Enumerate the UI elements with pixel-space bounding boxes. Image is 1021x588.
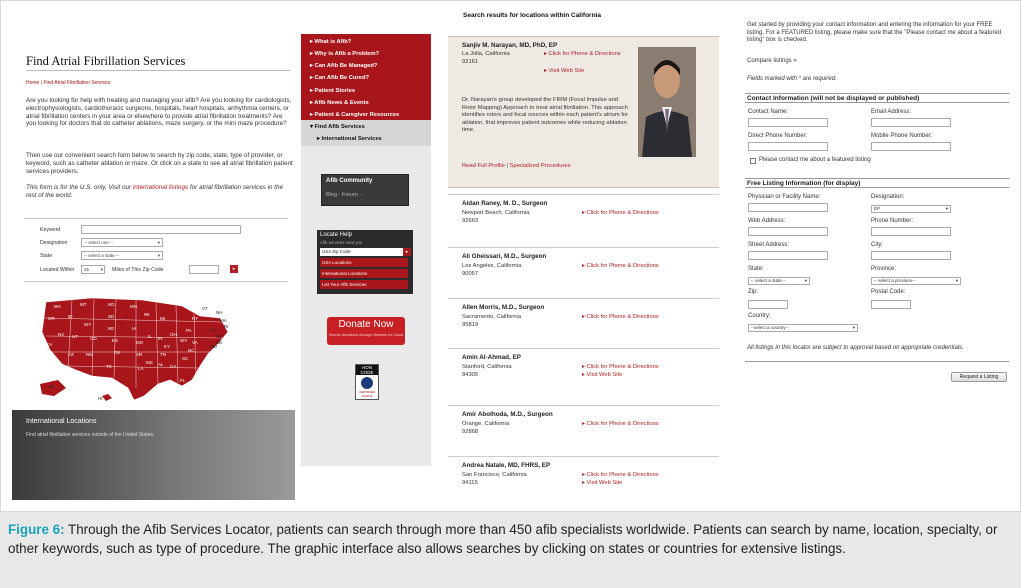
international-locations-link[interactable]: International Locations <box>320 269 408 278</box>
map-state-label[interactable]: WI <box>144 312 150 317</box>
result-zip: 94115 <box>462 480 478 486</box>
city-label: City: <box>871 242 883 248</box>
map-state-label[interactable]: CT <box>210 328 216 333</box>
zip-input[interactable] <box>748 300 788 309</box>
hon-bottom: CERTIFIED 01/2011 <box>359 390 375 398</box>
map-state-label[interactable]: WY <box>84 322 92 327</box>
result-divider <box>448 456 719 457</box>
map-state-label[interactable]: AL <box>158 362 164 367</box>
map-state-label[interactable]: OK <box>114 350 121 355</box>
map-state-label[interactable]: NC <box>188 348 195 353</box>
nav-item-resources[interactable]: ▸ Patient & Caregiver Resources <box>310 112 400 118</box>
map-state-label[interactable]: TN <box>160 352 166 357</box>
map-state-label[interactable]: MI <box>160 316 165 321</box>
email-input[interactable] <box>871 118 951 127</box>
contact-name-input[interactable] <box>748 118 828 127</box>
required-note: Fields marked with * are required. <box>747 76 837 82</box>
designation-label: Designation: <box>871 194 905 200</box>
result-zip: 94305 <box>462 372 479 378</box>
free-listing-header: Free Listing Information (for display) <box>745 178 1009 188</box>
nav-item-why-problem[interactable]: ▸ Why is Afib a Problem? <box>310 51 380 57</box>
direct-phone-input[interactable] <box>748 142 828 151</box>
map-state-label[interactable]: FL <box>180 378 186 383</box>
result-divider <box>448 298 719 299</box>
result-directions-link[interactable]: ▸ Click for Phone & Directions <box>582 314 659 320</box>
web-input[interactable] <box>748 227 828 236</box>
result-city: Newport Beach, California <box>462 210 530 216</box>
international-subtitle: Find atrial fibrillation services outside of the United States. <box>26 432 155 438</box>
read-profile-link[interactable]: Read Full Profile <box>462 163 505 169</box>
featured-links: Read Full Profile | Specialized Procedures <box>462 163 571 169</box>
main-nav <box>301 34 431 120</box>
map-state-label[interactable]: TX <box>106 364 112 369</box>
result-website-link[interactable]: ▸ Visit Web Site <box>582 372 623 378</box>
result-name[interactable]: Allen Morris, M.D., Surgeon <box>462 304 545 311</box>
country-select[interactable]: --select a country-- ▾ <box>748 324 858 332</box>
result-zip: 95819 <box>462 322 479 328</box>
map-state-label[interactable]: IL <box>148 334 152 339</box>
map-state-label[interactable]: HI <box>98 396 103 401</box>
map-state-label[interactable]: AZ <box>68 352 74 357</box>
featured-description: Dr. Narayan's group developed the FIRM (Focal Impulse and Rotor Mapping) Approach to treat atrial fibrillation. This approach identifies rotors and focal sources within each patient's atrium for ablation, that improves patient outcomes while reducing ablation time. <box>462 97 629 134</box>
approval-note: All listings in this locator are subject to approval based on appropriate credentials. <box>747 345 964 351</box>
map-state-label[interactable]: IA <box>132 326 137 331</box>
email-label: Email Address: <box>871 109 912 115</box>
map-state-label[interactable]: NE <box>108 326 115 331</box>
map-state-label[interactable]: NV <box>58 332 65 337</box>
hawaii-shape[interactable] <box>102 394 112 401</box>
featured-city: La Jolla, California <box>462 51 510 57</box>
result-name[interactable]: Ali Gheissari, M.D., Surgeon <box>462 253 547 260</box>
map-state-label[interactable]: OH <box>170 332 177 337</box>
featured-result <box>448 36 719 188</box>
locate-title: Locate Help <box>320 232 353 238</box>
map-state-label[interactable]: LA <box>138 366 144 371</box>
us-state-map[interactable] <box>32 288 242 408</box>
keyword-input[interactable] <box>81 225 241 234</box>
nav-item-international[interactable]: ▸ International Services <box>317 136 382 142</box>
map-state-label[interactable]: OR <box>48 316 55 321</box>
result-name[interactable]: Amin Al-Ahmad, EP <box>462 354 521 361</box>
us-only-note: This form is for the U.S. only. Visit our international listings for atrial fibrillation services in the rest of the world. <box>26 184 284 199</box>
instructions-text: Then use our convenient search form below to search by zip code, state, type of provider, or keyword, such as catheter ablation or maze. Or click on a state to see all atrial fibrillation patient services providers. <box>26 152 293 175</box>
caption-text: Through the Afib Services Locator, patients can search through more than 450 afib specialists worldwide. Patients can search by name, location, specialty, or other keywords, such as type of procedure. The graphic interface also allows searches by clicking on states or countries for extensive listings. <box>8 522 998 556</box>
result-name[interactable]: Andrea Natale, MD, FHRS, EP <box>462 462 551 469</box>
map-state-label[interactable]: WV <box>180 338 188 343</box>
nav-item-patient-stories[interactable]: ▸ Patient Stories <box>310 88 356 94</box>
designation-select[interactable]: EP ▾ <box>871 205 951 213</box>
map-state-label[interactable]: MA <box>220 318 227 323</box>
map-state-label[interactable]: KS <box>112 338 119 343</box>
page-title: Find Atrial Fibrillation Services <box>26 54 186 68</box>
request-listing-button[interactable]: Request a Listing <box>951 372 1007 382</box>
hon-top: HON CODE <box>356 365 378 375</box>
keyword-label: Keyword <box>40 227 61 233</box>
province-label: Province: <box>871 266 897 272</box>
postal-label: Postal Code: <box>871 289 906 295</box>
map-state-label[interactable]: ME <box>226 300 233 305</box>
locate-help-box <box>317 230 413 294</box>
map-state-label[interactable]: MN <box>130 304 137 309</box>
map-state-label[interactable]: PA <box>186 328 192 333</box>
form-bottom-divider <box>745 361 1009 362</box>
direct-phone-label: Direct Phone Number: <box>748 133 808 139</box>
featured-checkbox-label: Please contact me about a featured listing <box>759 157 871 163</box>
featured-directions-link[interactable]: ▸ Click for Phone & Directions <box>544 51 621 57</box>
result-directions-link[interactable]: ▸ Click for Phone & Directions <box>582 210 659 216</box>
nav-item-news[interactable]: ▸ Afib News & Events <box>310 100 369 106</box>
state-select[interactable]: -- select a state -- ▾ <box>81 251 163 260</box>
breadcrumb-current[interactable]: Find Atrial Fibrillation Services <box>43 80 111 86</box>
featured-website-link[interactable]: ▸ Visit Web Site <box>544 68 585 74</box>
postal-input[interactable] <box>871 300 911 309</box>
featured-name[interactable]: Sanjiv M. Narayan, MD, PhD, EP <box>462 42 558 49</box>
search-go-button[interactable]: ▸ <box>230 265 238 273</box>
result-divider <box>448 247 719 248</box>
featured-checkbox[interactable] <box>750 158 756 164</box>
result-directions-link[interactable]: ▸ Click for Phone & Directions <box>582 364 659 370</box>
result-divider <box>448 405 719 406</box>
community-title: Afib Community <box>326 178 373 184</box>
figure-caption <box>0 512 1021 588</box>
province-select[interactable]: -- select a province-- ▾ <box>871 277 961 285</box>
physician-label: Physician or Facility Name: <box>748 194 821 200</box>
result-directions-link[interactable]: ▸ Click for Phone & Directions <box>582 421 659 427</box>
nav-item-cured[interactable]: ▸ Can Afib Be Cured? <box>310 75 370 81</box>
map-state-label[interactable]: SC <box>182 356 189 361</box>
featured-zip: 92161 <box>462 59 479 65</box>
web-label: Web Address: <box>748 218 786 224</box>
map-state-label[interactable]: GA <box>170 364 177 369</box>
street-label: Street Address: <box>748 242 790 248</box>
compare-listings-link[interactable]: Compare listings » <box>747 58 797 64</box>
result-name[interactable]: Aidan Raney, M. D., Surgeon <box>462 200 548 207</box>
map-state-label[interactable]: SD <box>108 314 115 319</box>
map-state-label[interactable]: UT <box>72 334 78 339</box>
intro-text: Are you looking for help with treating and managing your afib? Are you looking for cardiologists, electrophysiologists, cardiothoracic surgeons, hospitals, heart hospitals, arrhythmia centers, or atrial fibrillation centers in your area or elsewhere to provide atrial fibrillation treatments? Are you looking for doctors that do catheter ablations, maze surgery, or the mini maze procedure? <box>26 97 292 128</box>
phone-input[interactable] <box>871 227 951 236</box>
map-state-label[interactable]: DE <box>216 340 223 345</box>
nav-item-managed[interactable]: ▸ Can Afib Be Managed? <box>310 63 378 69</box>
doctor-photo <box>638 47 696 157</box>
map-state-label[interactable]: MD <box>210 344 217 349</box>
result-divider <box>448 348 719 349</box>
map-state-label[interactable]: AR <box>136 352 143 357</box>
listing-request-panel <box>745 18 1009 388</box>
result-city: Orange, California <box>462 421 510 427</box>
map-state-label[interactable]: MO <box>136 340 144 345</box>
active-nav-section <box>301 120 431 146</box>
state-select[interactable]: -- select a state -- ▾ <box>748 277 810 285</box>
result-city: Stanford, California <box>462 364 512 370</box>
designation-select[interactable]: -- select one -- ▾ <box>81 238 163 247</box>
state-label: State: <box>748 266 764 272</box>
map-state-label[interactable]: RI <box>224 324 229 329</box>
state-label: State <box>40 253 53 259</box>
result-city: Sacramento, California <box>462 314 521 320</box>
listing-intro: Get started by providing your contact information and entering the information for your FREE listing. For a FEATURED listing, please make sure that the "Please contact me about a featured listing" box is checked. <box>747 22 1002 43</box>
map-state-label[interactable]: VT <box>202 306 208 311</box>
breadcrumb-home[interactable]: Home <box>26 80 40 86</box>
nav-item-find-services[interactable]: ▾ Find Afib Services <box>310 124 365 130</box>
results-header: Search results for locations within California <box>463 12 601 19</box>
street-input[interactable] <box>748 251 828 260</box>
result-name[interactable]: Amir Abolhoda, M.D., Surgeon <box>462 411 553 418</box>
international-listings-link[interactable]: international listings <box>132 184 189 191</box>
map-state-label[interactable]: CO <box>90 336 97 341</box>
donate-button[interactable] <box>327 317 405 345</box>
map-state-label[interactable]: CA <box>46 342 53 347</box>
international-locations-banner[interactable] <box>12 410 295 500</box>
list-services-link[interactable]: List Your Afib Services <box>320 280 408 289</box>
afib-community-box[interactable] <box>321 174 409 206</box>
result-zip: 92663 <box>462 218 479 224</box>
country-label: Country: <box>748 313 771 319</box>
result-directions-link[interactable]: ▸ Click for Phone & Directions <box>582 263 659 269</box>
result-directions-link[interactable]: ▸ Click for Phone & Directions <box>582 472 659 478</box>
breadcrumb <box>26 80 110 86</box>
hon-code-badge[interactable] <box>355 364 379 400</box>
zip-input[interactable] <box>189 265 219 274</box>
designation-label: Designation <box>40 240 68 246</box>
located-within-label: Located Within <box>40 267 75 273</box>
distance-select[interactable]: 25 ▾ <box>81 265 105 274</box>
result-city: Los Angeles, California <box>462 263 522 269</box>
map-state-label[interactable]: MS <box>146 360 153 365</box>
phone-label: Phone Number: <box>871 218 914 224</box>
donate-sub: Secure donations through Network for Good <box>328 333 404 337</box>
map-state-label[interactable]: ND <box>108 302 115 307</box>
international-title: International Locations <box>26 418 97 425</box>
usa-locations-link[interactable]: USA Locations <box>320 258 408 267</box>
contact-name-label: Contact Name: <box>748 109 789 115</box>
search-form <box>24 218 288 282</box>
find-services-panel <box>12 38 295 500</box>
result-website-link[interactable]: ▸ Visit Web Site <box>582 480 623 486</box>
miles-label: Miles of This Zip Code <box>112 267 164 273</box>
mobile-phone-input[interactable] <box>871 142 951 151</box>
map-state-label[interactable]: NY <box>192 316 199 321</box>
map-state-label[interactable]: VA <box>192 340 198 345</box>
map-state-label[interactable]: AK <box>48 384 55 389</box>
nav-item-what-is-afib[interactable]: ▸ What is Afib? <box>310 39 352 45</box>
result-zip: 90057 <box>462 271 479 277</box>
map-state-label[interactable]: ID <box>68 314 73 319</box>
map-state-label[interactable]: NM <box>86 352 93 357</box>
zip-label: Zip: <box>748 289 759 295</box>
map-state-label[interactable]: NH <box>216 310 223 315</box>
map-state-label[interactable]: NJ <box>216 334 222 339</box>
hon-logo-icon <box>361 377 373 389</box>
city-input[interactable] <box>871 251 951 260</box>
result-city: San Francisco, California <box>462 472 527 478</box>
breadcrumb-sep: | <box>40 80 43 86</box>
map-state-label[interactable]: IN <box>158 336 163 341</box>
community-links[interactable]: Blog · Forum · <box>326 192 362 198</box>
map-state-label[interactable]: KY <box>164 344 171 349</box>
donate-label: Donate Now <box>338 319 394 330</box>
result-divider <box>448 194 719 195</box>
result-zip: 92868 <box>462 429 479 435</box>
physician-input[interactable] <box>748 203 828 212</box>
locate-go-button[interactable]: ▸ <box>403 248 411 256</box>
map-state-label[interactable]: WA <box>54 304 62 309</box>
specialized-procedures-link[interactable]: Specialized Procedures <box>509 163 571 169</box>
map-state-label[interactable]: MT <box>80 302 87 307</box>
sidebar-panel <box>301 34 431 466</box>
search-results-panel <box>448 8 719 504</box>
title-divider <box>26 70 290 71</box>
mobile-phone-label: Mobile Phone Number: <box>871 133 933 139</box>
contact-section-header: Contact Information (will not be displayed or published) <box>745 93 1009 103</box>
locate-select[interactable]: USA Zip Code <box>320 248 408 256</box>
figure-label: Figure 6: <box>8 522 65 537</box>
locate-subtitle: Afib services near you <box>320 240 363 245</box>
